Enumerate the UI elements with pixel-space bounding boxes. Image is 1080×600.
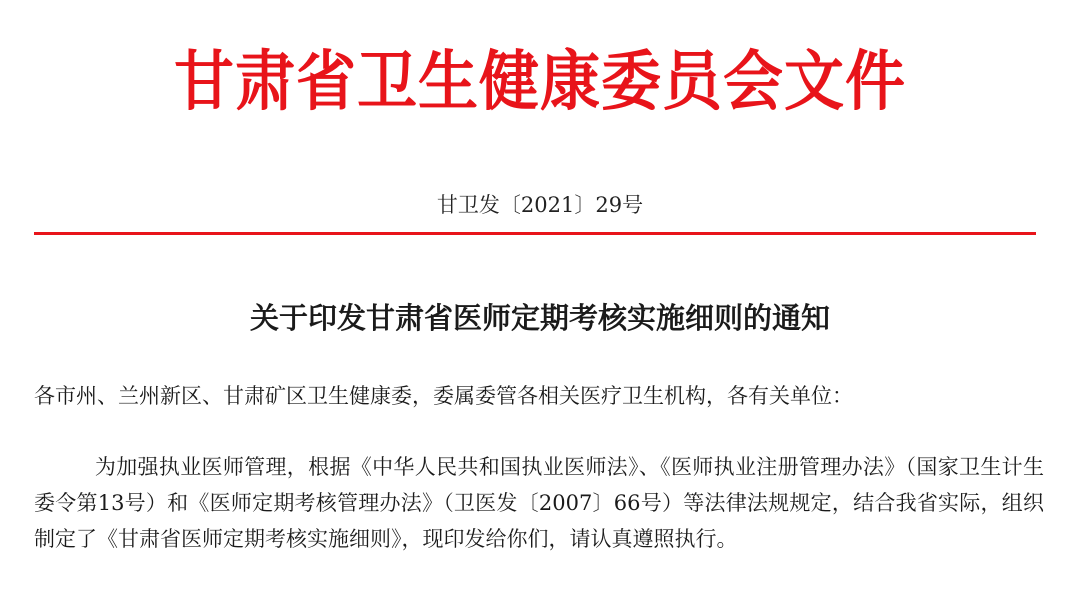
red-divider-line <box>34 232 1036 235</box>
document-number: 甘卫发〔2021〕29号 <box>436 193 644 217</box>
recipients-line: 各市州、兰州新区、甘肃矿区卫生健康委，委属委管各相关医疗卫生机构，各有关单位： <box>34 384 853 408</box>
body-paragraph: 为加强执业医师管理，根据《中华人民共和国执业医师法》、《医师执业注册管理办法》（国家卫生计生委令第13号）和《医师定期考核管理办法》（卫医发〔2007〕66号）等法律法规规定，结合我省实际，组织制定了《甘肃省医师定期考核实施细则》，现印发给你们，请认真遵照执行。 <box>34 455 1044 551</box>
issuer-header: 甘肃省卫生健康委员会文件 <box>174 44 906 120</box>
notice-title: 关于印发甘肃省医师定期考核实施细则的通知 <box>249 301 830 335</box>
